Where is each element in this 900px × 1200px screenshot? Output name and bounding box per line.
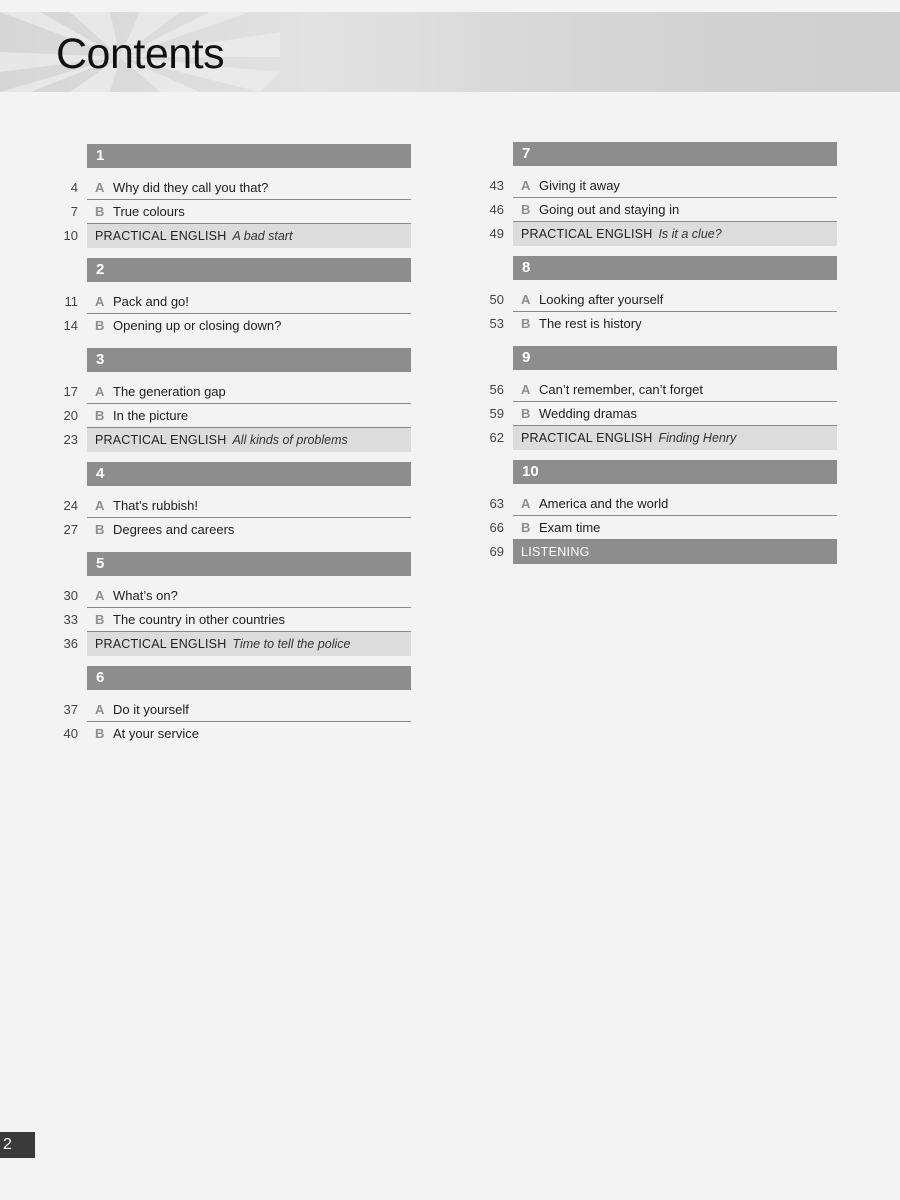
entry-content	[513, 516, 837, 540]
lesson-letter: B	[521, 406, 531, 421]
lesson-letter: B	[95, 204, 105, 219]
lesson-title: Opening up or closing down?	[113, 318, 282, 333]
entry-content	[87, 698, 411, 722]
entry-content	[87, 314, 411, 338]
page-ref: 33	[63, 612, 78, 627]
unit-section	[482, 142, 837, 256]
page-ref: 53	[489, 316, 504, 331]
entry-content	[87, 428, 411, 452]
unit-section	[56, 552, 411, 666]
unit-spacer	[56, 248, 411, 258]
contents-entry[interactable]	[56, 176, 411, 200]
page-ref: 37	[63, 702, 78, 717]
contents-entry[interactable]	[56, 380, 411, 404]
unit-section	[56, 666, 411, 756]
practical-english-label: PRACTICAL ENGLISH	[95, 229, 227, 243]
contents-entry[interactable]	[482, 378, 837, 402]
practical-english-label: PRACTICAL ENGLISH	[95, 637, 227, 651]
unit-number-bar: 1	[87, 144, 411, 168]
unit-section	[482, 460, 837, 574]
contents-entry[interactable]	[482, 222, 837, 246]
contents-entry[interactable]	[482, 426, 837, 450]
page-ref: 40	[63, 726, 78, 741]
entry-content	[513, 378, 837, 402]
lesson-letter: B	[95, 318, 105, 333]
unit-spacer	[56, 542, 411, 552]
entry-content	[513, 288, 837, 312]
contents-entry[interactable]	[482, 288, 837, 312]
lesson-title: The generation gap	[113, 384, 226, 399]
page-ref: 59	[489, 406, 504, 421]
lesson-letter: A	[95, 180, 105, 195]
contents-entry[interactable]	[482, 174, 837, 198]
unit-number-bar: 9	[513, 346, 837, 370]
page-ref: 20	[63, 408, 78, 423]
contents-entry[interactable]	[56, 314, 411, 338]
contents-entry[interactable]	[56, 404, 411, 428]
entry-content	[513, 222, 837, 246]
contents-entry[interactable]	[56, 494, 411, 518]
contents-entry[interactable]	[56, 518, 411, 542]
entry-content	[87, 224, 411, 248]
practical-english-label: PRACTICAL ENGLISH	[521, 227, 653, 241]
page-ref: 17	[63, 384, 78, 399]
lesson-title: True colours	[113, 204, 185, 219]
contents-entry[interactable]	[482, 312, 837, 336]
practical-english-title: Finding Henry	[658, 431, 737, 445]
lesson-letter: B	[95, 612, 105, 627]
unit-section	[56, 258, 411, 348]
contents-entry[interactable]	[482, 402, 837, 426]
contents-entry[interactable]	[56, 722, 411, 746]
unit-section	[56, 462, 411, 552]
contents-entry[interactable]	[56, 428, 411, 452]
entry-content	[513, 174, 837, 198]
entry-content	[87, 722, 411, 746]
contents-entry[interactable]	[482, 492, 837, 516]
lesson-title: Looking after yourself	[539, 292, 664, 307]
lesson-letter: A	[521, 382, 531, 397]
page-ref: 56	[489, 382, 504, 397]
page-ref: 63	[489, 496, 504, 511]
entry-content	[513, 426, 837, 450]
entry-content	[87, 494, 411, 518]
unit-section	[482, 346, 837, 460]
entry-content	[87, 404, 411, 428]
page-ref: 50	[489, 292, 504, 307]
practical-english-title: All kinds of problems	[232, 433, 348, 447]
lesson-title: Wedding dramas	[539, 406, 638, 421]
contents-entry[interactable]	[482, 198, 837, 222]
unit-number-bar: 2	[87, 258, 411, 282]
contents-entry[interactable]	[56, 224, 411, 248]
lesson-title: What’s on?	[113, 588, 178, 603]
unit-spacer	[56, 746, 411, 756]
lesson-title: Do it yourself	[113, 702, 189, 717]
lesson-letter: A	[95, 498, 105, 513]
unit-number-bar: 3	[87, 348, 411, 372]
contents-entry[interactable]	[56, 290, 411, 314]
lesson-letter: B	[521, 316, 531, 331]
lesson-title: Exam time	[539, 520, 601, 535]
lesson-letter: B	[95, 522, 105, 537]
lesson-title: The rest is history	[539, 316, 642, 331]
practical-english-label: PRACTICAL ENGLISH	[521, 431, 653, 445]
contents-entry[interactable]	[56, 584, 411, 608]
lesson-title: That’s rubbish!	[113, 498, 199, 513]
page-ref: 36	[63, 636, 78, 651]
page-ref: 30	[63, 588, 78, 603]
lesson-title: America and the world	[539, 496, 669, 511]
unit-number-bar: 5	[87, 552, 411, 576]
page-ref: 46	[489, 202, 504, 217]
practical-english-title: A bad start	[232, 229, 293, 243]
unit-spacer	[482, 450, 837, 460]
page-ref: 43	[489, 178, 504, 193]
unit-spacer	[56, 338, 411, 348]
lesson-title: At your service	[113, 726, 199, 741]
lesson-letter: B	[95, 408, 105, 423]
entry-content	[513, 540, 837, 564]
entry-content	[87, 380, 411, 404]
entry-content	[87, 518, 411, 542]
entry-content	[87, 290, 411, 314]
page-ref: 14	[63, 318, 78, 333]
lesson-letter: A	[521, 292, 531, 307]
entry-content	[87, 584, 411, 608]
contents-entry[interactable]	[482, 540, 837, 564]
lesson-title: Going out and staying in	[539, 202, 680, 217]
lesson-letter: A	[95, 294, 105, 309]
lesson-letter: A	[95, 702, 105, 717]
unit-number-bar: 7	[513, 142, 837, 166]
contents-column-right	[482, 142, 837, 574]
lesson-title: Giving it away	[539, 178, 620, 193]
lesson-letter: A	[521, 496, 531, 511]
contents-entry[interactable]	[56, 632, 411, 656]
page-ref: 49	[489, 226, 504, 241]
lesson-letter: A	[95, 384, 105, 399]
lesson-title: The country in other countries	[113, 612, 285, 627]
unit-number-bar: 6	[87, 666, 411, 690]
unit-number-bar: 10	[513, 460, 837, 484]
page-ref: 62	[489, 430, 504, 445]
lesson-letter: B	[95, 726, 105, 741]
entry-content	[513, 402, 837, 426]
lesson-letter: B	[521, 520, 531, 535]
unit-spacer	[56, 452, 411, 462]
lesson-title: Why did they call you that?	[113, 180, 269, 195]
lesson-letter: A	[521, 178, 531, 193]
entry-content	[513, 492, 837, 516]
page-ref: 4	[70, 180, 78, 195]
page-ref: 7	[70, 204, 78, 219]
unit-number-bar: 8	[513, 256, 837, 280]
page-ref: 24	[63, 498, 78, 513]
practical-english-title: Is it a clue?	[658, 227, 722, 241]
entry-content	[87, 176, 411, 200]
entry-content	[513, 312, 837, 336]
practical-english-label: PRACTICAL ENGLISH	[95, 433, 227, 447]
page-ref: 11	[64, 294, 78, 309]
lesson-letter: B	[521, 202, 531, 217]
unit-section	[482, 256, 837, 346]
lesson-title: Can’t remember, can’t forget	[539, 382, 704, 397]
lesson-letter: A	[95, 588, 105, 603]
page-ref: 10	[63, 228, 78, 243]
entry-content	[87, 200, 411, 224]
unit-number-bar: 4	[87, 462, 411, 486]
listening-label: LISTENING	[521, 545, 590, 559]
page-number: 2	[0, 1132, 35, 1158]
contents-entry[interactable]	[56, 698, 411, 722]
entry-content	[87, 632, 411, 656]
page-title: Contents	[56, 30, 225, 78]
page-ref: 27	[63, 522, 78, 537]
lesson-title: In the picture	[113, 408, 189, 423]
unit-spacer	[56, 656, 411, 666]
page-ref: 66	[489, 520, 504, 535]
entry-content	[87, 608, 411, 632]
unit-section	[56, 348, 411, 462]
unit-spacer	[482, 246, 837, 256]
page-ref: 69	[489, 544, 504, 559]
contents-entry[interactable]	[56, 200, 411, 224]
contents-entry[interactable]	[56, 608, 411, 632]
unit-spacer	[482, 336, 837, 346]
contents-column-left	[56, 144, 411, 756]
page-ref: 23	[63, 432, 78, 447]
lesson-title: Pack and go!	[113, 294, 189, 309]
lesson-title: Degrees and careers	[113, 522, 235, 537]
practical-english-title: Time to tell the police	[232, 637, 351, 651]
unit-spacer	[482, 564, 837, 574]
contents-entry[interactable]	[482, 516, 837, 540]
entry-content	[513, 198, 837, 222]
unit-section	[56, 144, 411, 258]
